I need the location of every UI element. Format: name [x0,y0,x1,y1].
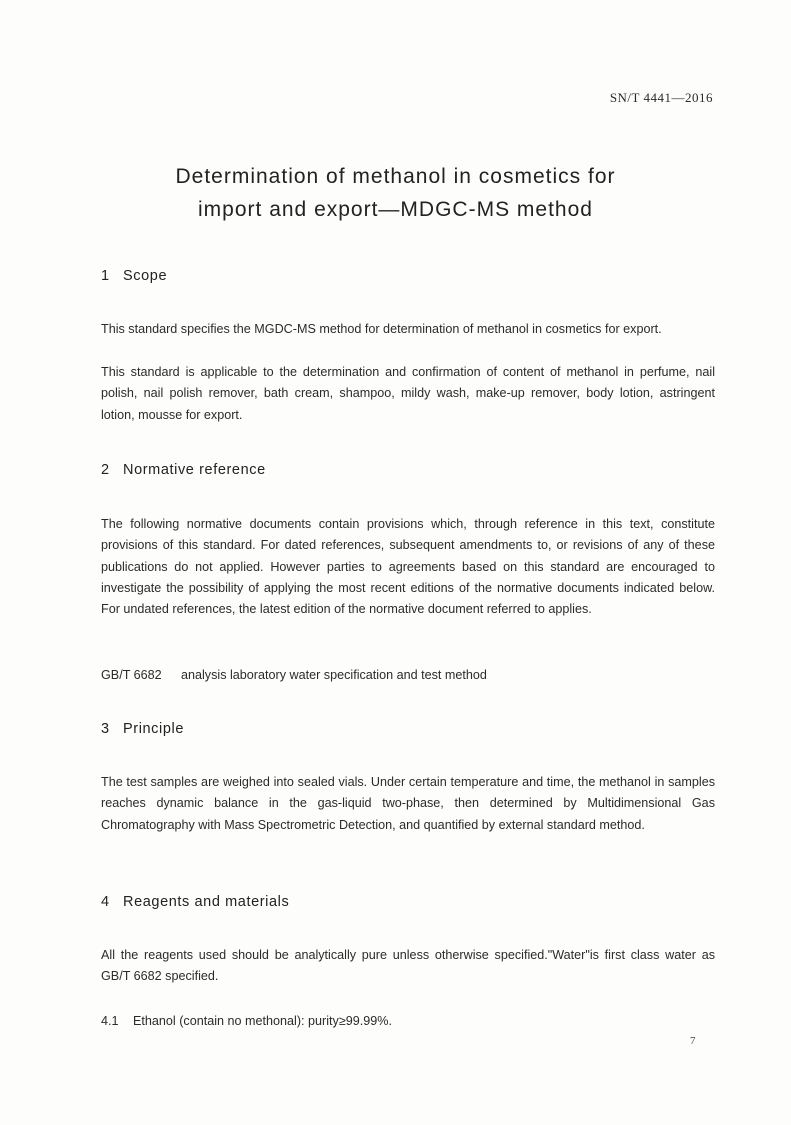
principle-paragraph: The test samples are weighed into sealed vials. Under certain temperature and time, the methanol in samples reaches dynamic balance in the gas-liquid two-phase, then determined by Multidimensional Gas Chromatography with Mass Spectrometric Detection, and quantified by external standard method. [101,775,715,832]
clause-text: Ethanol (contain no methonal): purity≥99.99%. [133,1014,392,1028]
normative-reference-item [101,665,715,686]
section-title: Principle [123,721,185,737]
reference-title: analysis laboratory water specification and test method [181,668,487,682]
standard-code: SN/T 4441—2016 [609,90,713,105]
section-heading-scope [101,268,167,284]
section-title: Reagents and materials [123,894,290,910]
section-heading-principle [101,721,184,737]
title-line-2: import and export—MDGC-MS method [198,198,593,221]
clause-number: 4.1 [101,1014,119,1028]
section-title: Normative reference [123,462,266,478]
clause-4-1 [101,1011,715,1032]
document-title [0,160,791,226]
section-number: 2 [101,462,110,478]
reagents-paragraph: All the reagents used should be analytically pure unless otherwise specified."Water"is first class water as GB/T 6682 specified. [101,948,715,984]
scope-paragraph-1: This standard specifies the MGDC-MS method for determination of methanol in cosmetics for export. [101,322,662,336]
section-number: 3 [101,721,110,737]
page-number: 7 [690,1035,696,1047]
section-number: 4 [101,894,110,910]
section-heading-reagents [101,894,289,910]
title-line-1: Determination of methanol in cosmetics for [175,165,616,188]
scope-paragraph-2: This standard is applicable to the determination and confirmation of content of methanol in perfume, nail polish, nail polish remover, bath cream, shampoo, mildy wash, make-up remover, body lotion, astringent lotion, mousse for export. [101,365,715,422]
normative-reference-paragraph: The following normative documents contain provisions which, through reference in this text, constitute provisions of this standard. For dated references, subsequent amendments to, or revisions of any of these publications do not applied. However parties to agreements based on this standard are encouraged to investigate the possibility of applying the most recent editions of the normative documents indicated below. For undated references, the latest edition of the normative document referred to applies. [101,517,715,617]
section-number: 1 [101,268,110,284]
reference-code: GB/T 6682 [101,668,162,682]
section-heading-normative-reference [101,462,266,478]
section-title: Scope [123,268,168,284]
